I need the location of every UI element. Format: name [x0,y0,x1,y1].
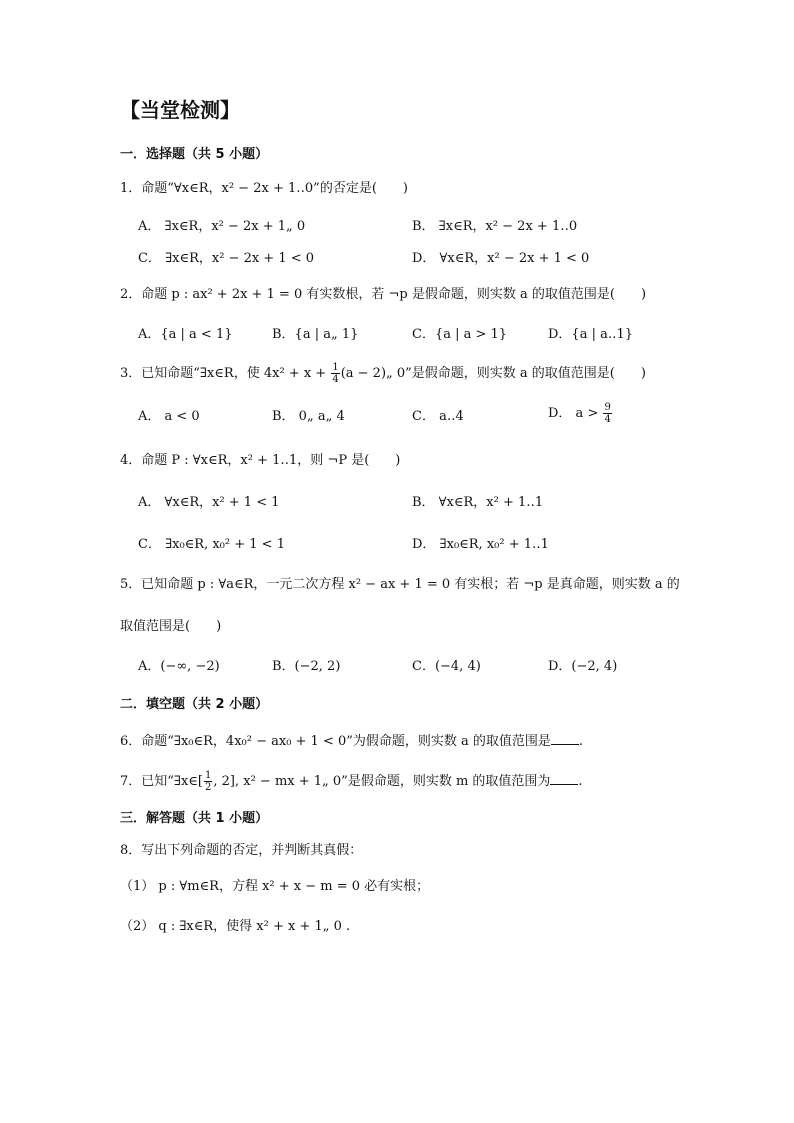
section-heading-answer: 三．解答题（共 1 小题） [120,811,269,826]
fraction-denominator: 2 [205,782,212,793]
question-3-stem-post: (a − 2)„ 0”是假命题，则实数 a 的取值范围是( ) [340,366,646,381]
fraction-numerator: 1 [332,362,339,373]
question-6-end: . [578,734,584,749]
section-heading-choice: 一．选择题（共 5 小题） [120,147,269,162]
question-4-stem: 4．命题 P : ∀x∈R，x² + 1‥1，则 ¬P 是( ) [120,453,401,468]
question-7-fraction [204,770,212,793]
question-3-option-d-pre: D． a > [548,406,603,421]
question-4-option-a: A． ∀x∈R，x² + 1 < 1 [138,495,280,510]
question-5-option-b: B．(−2, 2) [272,659,341,674]
question-1-option-a: A． ∃x∈R，x² − 2x + 1„ 0 [138,219,306,234]
question-1-option-d: D． ∀x∈R，x² − 2x + 1 < 0 [412,251,590,266]
question-1-option-c: C． ∃x∈R，x² − 2x + 1 < 0 [138,251,315,266]
question-4-option-c: C． ∃x₀∈R, x₀² + 1 < 1 [138,537,285,552]
question-2-stem: 2．命题 p : ax² + 2x + 1 = 0 有实数根，若 ¬p 是假命题，则实数 a 的取值范围是( ) [120,287,647,302]
question-3-fraction [331,362,339,385]
fraction-denominator: 4 [604,414,611,425]
question-7-post: , 2], x² − mx + 1„ 0”是假命题，则实数 m 的取值范围为 [213,774,551,789]
question-3-option-d-fraction [603,402,611,425]
question-3-stem-pre: 3．已知命题“∃x∈R，使 4x² + x + [120,366,331,381]
question-5-stem-line-1: 5．已知命题 p : ∀a∈R，一元二次方程 x² − ax + 1 = 0 有实根；若 ¬p 是真命题，则实数 a 的 [120,577,680,592]
answer-blank [551,732,579,745]
question-3-option-c: C． a‥4 [412,409,464,424]
question-5-option-d: D．(−2, 4) [548,659,618,674]
question-1-option-b: B． ∃x∈R，x² − 2x + 1‥0 [412,219,578,234]
question-3-option-d [548,402,613,425]
question-2-option-b: B．{a | a„ 1} [272,327,359,342]
fraction-numerator: 1 [205,770,212,781]
question-3-option-b: B． 0„ a„ 4 [272,409,345,424]
section-heading-fill: 二．填空题（共 2 小题） [120,697,269,712]
question-3-option-a: A． a < 0 [138,409,200,424]
question-3-stem [120,362,646,385]
page-title: 【当堂检测】 [120,98,240,122]
question-8-part-2: （2） q : ∃x∈R，使得 x² + x + 1„ 0 . [120,919,351,934]
fraction-denominator: 4 [332,374,339,385]
question-4-option-b: B． ∀x∈R，x² + 1‥1 [412,495,544,510]
question-6-stem [120,732,583,751]
question-5-stem-line-2: 取值范围是( ) [120,619,222,634]
question-8-part-1: （1） p : ∀m∈R，方程 x² + x − m = 0 必有实根； [120,879,430,894]
question-5-option-c: C．(−4, 4) [412,659,481,674]
question-2-option-c: C．{a | a > 1} [412,327,508,342]
question-4-option-d: D． ∃x₀∈R, x₀² + 1‥1 [412,537,549,552]
question-2-option-d: D．{a | a‥1} [548,327,634,342]
question-6-text: 6．命题“∃x₀∈R，4x₀² − ax₀ + 1 < 0”为假命题，则实数 a 的取值范围是 [120,734,551,749]
question-7-stem [120,770,583,793]
question-7-pre: 7．已知“∃x∈[ [120,774,203,789]
answer-blank [550,772,578,785]
question-5-option-a: A．(−∞, −2) [138,659,220,674]
question-8-stem: 8．写出下列命题的否定，并判断其真假： [120,843,363,858]
fraction-numerator: 9 [604,402,611,413]
question-2-option-a: A．{a | a < 1} [138,327,233,342]
question-1-stem: 1．命题“∀x∈R，x² − 2x + 1‥0”的否定是( ) [120,181,408,196]
question-7-end: . [578,774,583,789]
